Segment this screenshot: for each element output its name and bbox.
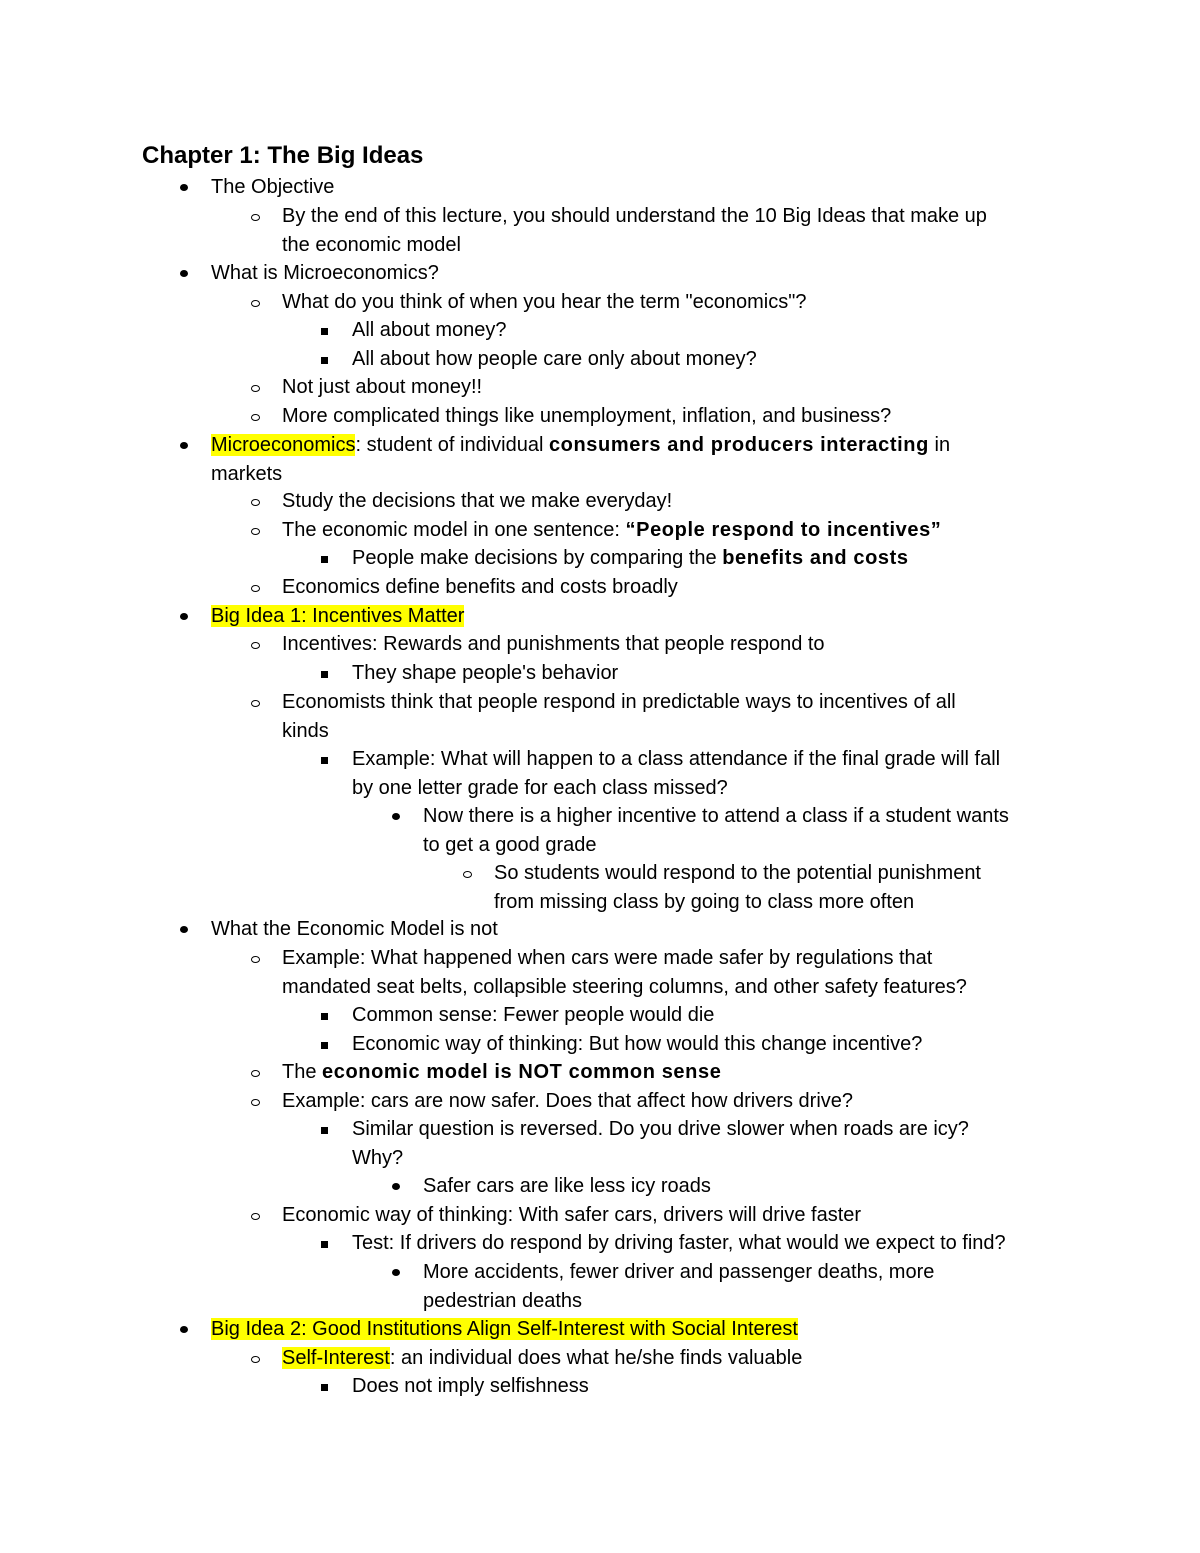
list-item-study-decisions: Study the decisions that we make everyday! <box>282 490 673 512</box>
circle-bullet-icon <box>248 1201 264 1229</box>
text-line: Similar question is reversed. Do you drive slower when roads are icy? <box>352 1118 969 1140</box>
circle-bullet-icon <box>248 573 264 601</box>
circle-bullet-icon <box>248 1087 264 1115</box>
text-line: by one letter grade for each class missed? <box>352 776 728 799</box>
text-line: pedestrian deaths <box>423 1289 583 1312</box>
text-span: in <box>928 434 951 456</box>
list-item-more-complicated: More complicated things like unemployment, inflation, and business? <box>282 405 892 427</box>
square-bullet-icon <box>318 1001 334 1029</box>
square-bullet-icon <box>318 659 334 687</box>
text-line: to get a good grade <box>423 833 597 856</box>
list-item-test-faster: Test: If drivers do respond by driving faster, what would we expect to find? <box>352 1232 1006 1254</box>
text-line: More accidents, fewer driver and passenger deaths, more <box>423 1261 935 1283</box>
square-bullet-icon <box>318 544 334 572</box>
bold-text: consumers and producers interacting <box>548 434 929 456</box>
list-item-all-money: All about money? <box>352 319 507 341</box>
list-item-big-idea-2 <box>211 1315 798 1344</box>
disc-bullet-icon <box>177 915 193 943</box>
chapter-title: Chapter 1: The Big Ideas <box>142 142 424 169</box>
text-span: The <box>282 1061 323 1083</box>
text-line <box>211 431 950 460</box>
circle-bullet-icon <box>460 859 476 887</box>
bold-text: “People respond to incentives” <box>625 519 942 541</box>
text-line: Example: What happened when cars were made safer by regulations that <box>282 947 933 969</box>
text-line: Now there is a higher incentive to attend a class if a student wants <box>423 805 1009 827</box>
circle-bullet-icon <box>248 944 264 972</box>
circle-bullet-icon <box>248 402 264 430</box>
list-item-define-broadly: Economics define benefits and costs broadly <box>282 576 678 598</box>
list-item-example-attendance <box>352 745 1000 802</box>
text-line: Example: What will happen to a class attendance if the final grade will fall <box>352 748 1001 770</box>
text-line: Why? <box>352 1146 404 1169</box>
list-item-similar-question <box>352 1115 969 1172</box>
text-line <box>282 516 941 545</box>
circle-bullet-icon <box>248 688 264 716</box>
circle-bullet-icon <box>248 630 264 658</box>
list-item-higher-incentive <box>423 802 1009 859</box>
disc-bullet-icon <box>389 802 405 830</box>
disc-bullet-icon <box>177 431 193 459</box>
text-span: : student of individual <box>355 434 549 456</box>
circle-bullet-icon <box>248 288 264 316</box>
list-item-compare-benefits <box>352 544 909 573</box>
square-bullet-icon <box>318 1229 334 1257</box>
bold-text: economic model is NOT common sense <box>322 1061 722 1083</box>
text-span: The economic model in one sentence: <box>282 519 626 541</box>
circle-bullet-icon <box>248 516 264 544</box>
circle-bullet-icon <box>248 202 264 230</box>
list-item-example-cars <box>282 944 967 1001</box>
disc-bullet-icon <box>177 259 193 287</box>
list-item-one-sentence <box>282 516 941 545</box>
text-line: markets <box>211 462 283 485</box>
text-line: By the end of this lecture, you should understand the 10 Big Ideas that make up <box>282 205 987 227</box>
list-item-model-is-not: What the Economic Model is not <box>211 918 498 940</box>
text-line: the economic model <box>282 233 461 256</box>
list-item-not-common-sense <box>282 1058 721 1087</box>
list-item-shape-behavior: They shape people's behavior <box>352 662 619 684</box>
disc-bullet-icon <box>389 1258 405 1286</box>
text-line <box>282 1058 721 1087</box>
circle-bullet-icon <box>248 487 264 515</box>
list-item-incentives-def: Incentives: Rewards and punishments that people respond to <box>282 633 825 655</box>
square-bullet-icon <box>318 745 334 773</box>
list-item-big-idea-1 <box>211 602 464 631</box>
list-item-objective: The Objective <box>211 176 335 198</box>
text-line: mandated seat belts, collapsible steering columns, and other safety features? <box>282 975 967 998</box>
disc-bullet-icon <box>177 173 193 201</box>
circle-bullet-icon <box>248 1058 264 1086</box>
list-item-objective-detail <box>282 202 987 259</box>
text-span: : an individual does what he/she finds valuable <box>389 1347 803 1369</box>
list-item-example-safer: Example: cars are now safer. Does that affect how drivers drive? <box>282 1090 854 1112</box>
text-line: Economists think that people respond in predictable ways to incentives of all <box>282 691 956 713</box>
list-item-common-sense: Common sense: Fewer people would die <box>352 1004 715 1026</box>
list-item-not-just-money: Not just about money!! <box>282 376 483 398</box>
list-item-safer-icy: Safer cars are like less icy roads <box>423 1175 711 1197</box>
list-item-economic-way-change: Economic way of thinking: But how would this change incentive? <box>352 1033 923 1055</box>
text-line: So students would respond to the potential punishment <box>494 862 981 884</box>
list-item-not-selfish: Does not imply selfishness <box>352 1375 589 1397</box>
list-item-respond-punishment <box>494 859 981 916</box>
list-item-micro-definition <box>211 431 950 488</box>
square-bullet-icon <box>318 1030 334 1058</box>
disc-bullet-icon <box>177 1315 193 1343</box>
text-line: from missing class by going to class more often <box>494 890 915 913</box>
list-item-think-economics: What do you think of when you hear the term "economics"? <box>282 291 807 313</box>
bold-text: benefits and costs <box>722 547 909 569</box>
list-item-self-interest <box>282 1344 802 1373</box>
highlighted-term: Microeconomics <box>211 434 356 456</box>
square-bullet-icon <box>318 1372 334 1400</box>
text-line: kinds <box>282 719 329 742</box>
disc-bullet-icon <box>389 1172 405 1200</box>
list-item-economists-think <box>282 688 956 745</box>
square-bullet-icon <box>318 1115 334 1143</box>
text-line <box>282 1344 802 1373</box>
list-item-what-is-micro: What is Microeconomics? <box>211 262 439 284</box>
text-span: People make decisions by comparing the <box>352 547 723 569</box>
highlighted-heading: Big Idea 1: Incentives Matter <box>211 605 465 627</box>
circle-bullet-icon <box>248 373 264 401</box>
disc-bullet-icon <box>177 602 193 630</box>
square-bullet-icon <box>318 345 334 373</box>
list-item-drive-faster: Economic way of thinking: With safer cars, drivers will drive faster <box>282 1204 862 1226</box>
list-item-all-care-money: All about how people care only about money? <box>352 348 757 370</box>
highlighted-heading: Big Idea 2: Good Institutions Align Self-Interest with Social Interest <box>211 1318 798 1340</box>
square-bullet-icon <box>318 316 334 344</box>
highlighted-term: Self-Interest <box>282 1347 390 1369</box>
circle-bullet-icon <box>248 1344 264 1372</box>
list-item-more-accidents <box>423 1258 934 1315</box>
text-line <box>352 544 909 573</box>
